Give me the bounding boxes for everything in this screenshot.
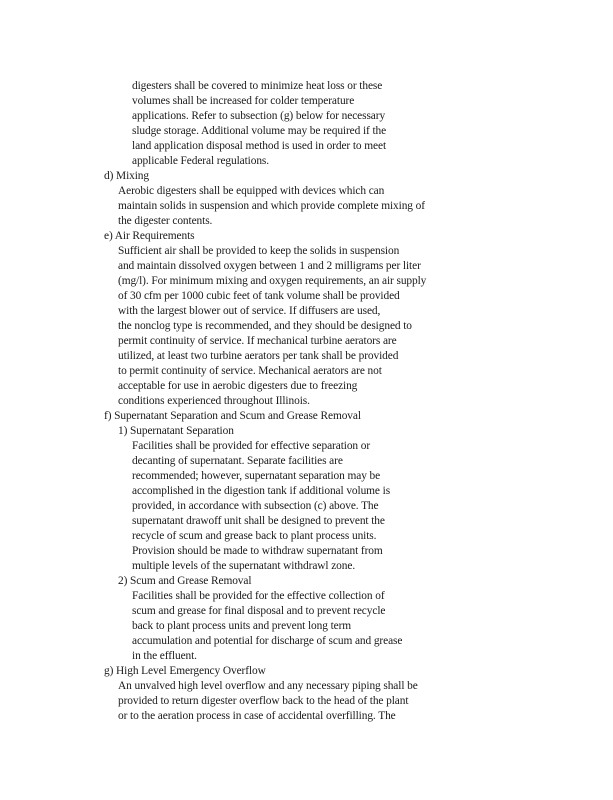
paragraph-line: or to the aeration process in case of accidental overfilling. The	[118, 710, 396, 722]
paragraph-line: Sufficient air shall be provided to keep the solids in suspension	[118, 245, 400, 257]
paragraph-line: volumes shall be increased for colder temperature	[132, 95, 355, 107]
paragraph-line: supernatant drawoff unit shall be designed to prevent the	[132, 515, 385, 527]
paragraph-line: recycle of scum and grease back to plant process units.	[132, 530, 377, 542]
paragraph-line: acceptable for use in aerobic digesters due to freezing	[118, 380, 358, 392]
paragraph-line: Facilities shall be provided for effective separation or	[132, 440, 371, 452]
paragraph-line: provided to return digester overflow back to the head of the plant	[118, 695, 409, 707]
paragraph-line: provided, in accordance with subsection (c) above. The	[132, 500, 379, 512]
paragraph-line: in the effluent.	[132, 650, 197, 662]
paragraph-line: Facilities shall be provided for the effective collection of	[132, 590, 385, 602]
paragraph-line: applications. Refer to subsection (g) below for necessary	[132, 110, 386, 122]
paragraph-line: (mg/l). For minimum mixing and oxygen requirements, an air supply	[118, 275, 427, 287]
section-heading-emergency-overflow: g) High Level Emergency Overflow	[104, 665, 266, 677]
paragraph-line: recommended; however, supernatant separation may be	[132, 470, 381, 482]
paragraph-line: An unvalved high level overflow and any necessary piping shall be	[118, 680, 418, 692]
paragraph-line: and maintain dissolved oxygen between 1 and 2 milligrams per liter	[118, 260, 421, 272]
paragraph-line: conditions experienced throughout Illinois.	[118, 395, 310, 407]
paragraph-line: sludge storage. Additional volume may be required if the	[132, 125, 387, 137]
paragraph-line: Aerobic digesters shall be equipped with devices which can	[118, 185, 385, 197]
subsection-heading-supernatant: 1) Supernatant Separation	[118, 425, 234, 437]
section-heading-mixing: d) Mixing	[104, 170, 149, 182]
paragraph-line: utilized, at least two turbine aerators per tank shall be provided	[118, 350, 399, 362]
paragraph-line: decanting of supernatant. Separate facilities are	[132, 455, 343, 467]
paragraph-line: multiple levels of the supernatant withdrawl zone.	[132, 560, 356, 572]
paragraph-line: digesters shall be covered to minimize heat loss or these	[132, 80, 383, 92]
paragraph-line: the digester contents.	[118, 215, 213, 227]
paragraph-line: applicable Federal regulations.	[132, 155, 270, 167]
paragraph-line: accumulation and potential for discharge of scum and grease	[132, 635, 403, 647]
paragraph-line: the nonclog type is recommended, and they should be designed to	[118, 320, 412, 332]
paragraph-line: Provision should be made to withdraw supernatant from	[132, 545, 383, 557]
paragraph-line: accomplished in the digestion tank if additional volume is	[132, 485, 391, 497]
subsection-heading-scum-grease: 2) Scum and Grease Removal	[118, 575, 252, 587]
section-heading-supernatant-separation: f) Supernatant Separation and Scum and Grease Removal	[104, 410, 361, 422]
paragraph-line: to permit continuity of service. Mechanical aerators are not	[118, 365, 382, 377]
paragraph-line: scum and grease for final disposal and to prevent recycle	[132, 605, 386, 617]
paragraph-line: with the largest blower out of service. If diffusers are used,	[118, 305, 381, 317]
section-heading-air-requirements: e) Air Requirements	[104, 230, 195, 242]
paragraph-line: permit continuity of service. If mechanical turbine aerators are	[118, 335, 397, 347]
paragraph-line: back to plant process units and prevent long term	[132, 620, 352, 632]
paragraph-line: of 30 cfm per 1000 cubic feet of tank volume shall be provided	[118, 290, 400, 302]
paragraph-line: maintain solids in suspension and which provide complete mixing of	[118, 200, 425, 212]
paragraph-line: land application disposal method is used in order to meet	[132, 140, 387, 152]
